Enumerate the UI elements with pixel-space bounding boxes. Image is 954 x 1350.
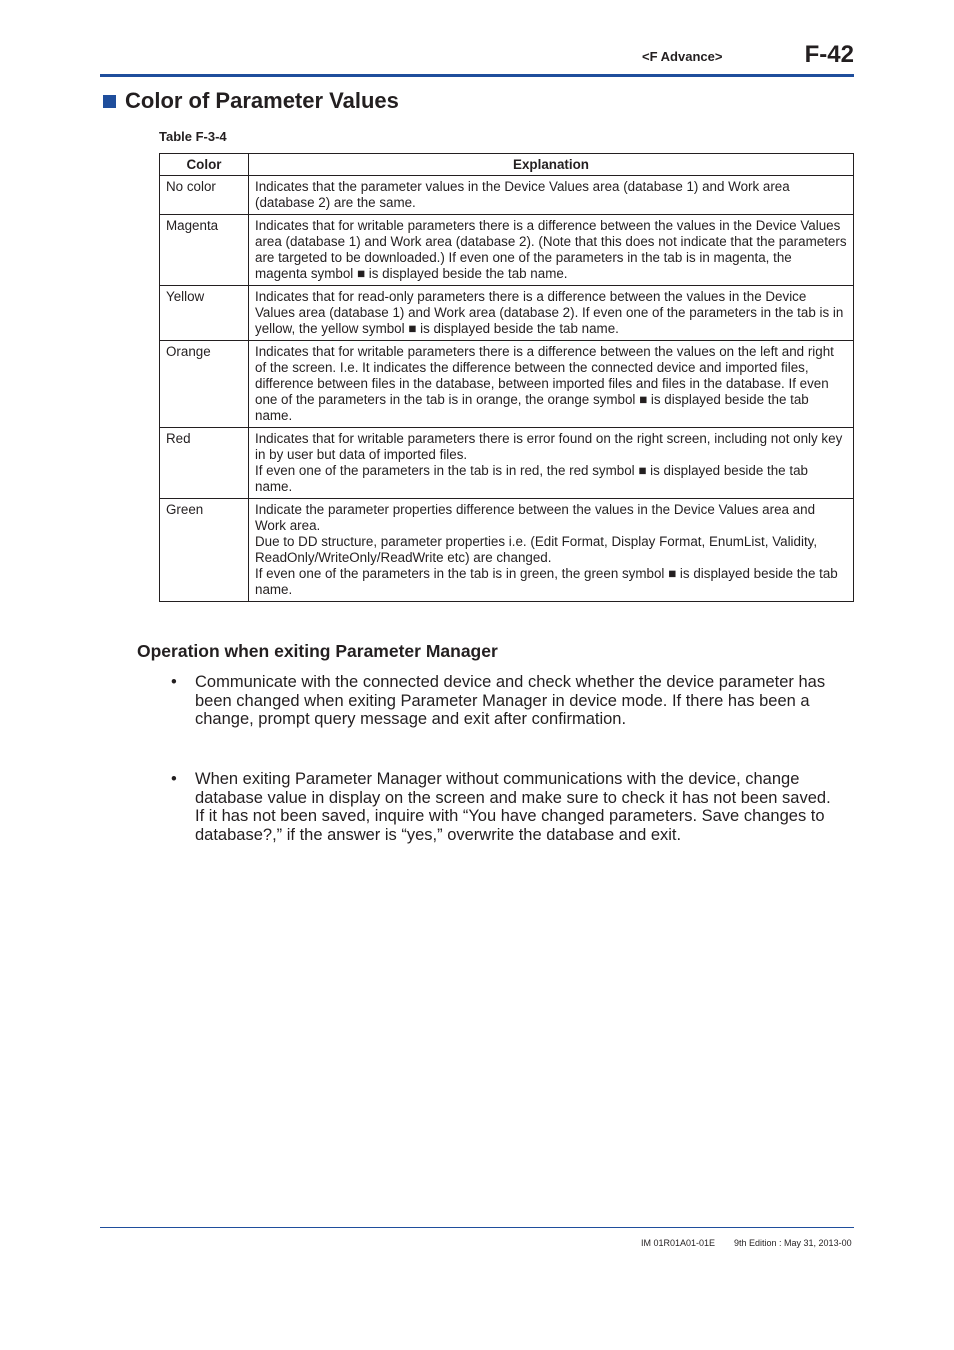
explanation-text: If even one of the parameters in the tab is in red, the red symbol ■ is displayed beside the tab name. bbox=[255, 463, 808, 494]
explanation-text: Due to DD structure, parameter properties i.e. (Edit Format, Display Format, EnumList, Validity, ReadOnly/WriteOnly/ReadWrite etc) are changed. bbox=[255, 534, 818, 565]
list-item bbox=[171, 673, 831, 729]
explanation-text: Indicates that the parameter values in the Device Values area (database 1) and Work area (database 2) are the same. bbox=[255, 179, 790, 210]
footer-divider bbox=[100, 1227, 854, 1228]
square-bullet-icon bbox=[103, 95, 116, 108]
explanation-text: Indicates that for writable parameters there is error found on the right screen, including not only key in by user but data of imported files. bbox=[255, 431, 843, 462]
header-explanation: Explanation bbox=[249, 154, 854, 176]
explanation-text: If even one of the parameters in the tab is in green, the green symbol ■ is displayed beside the tab name. bbox=[255, 566, 838, 597]
table-row bbox=[160, 499, 854, 602]
color-cell: Green bbox=[160, 499, 249, 602]
explanation-cell bbox=[249, 286, 854, 341]
header-color: Color bbox=[160, 154, 249, 176]
explanation-text: Indicates that for writable parameters there is a difference between the values on the left and right of the screen. I.e. It indicates the difference between the connected device and imported files, difference between files in the database, between imported files and files in the database. If even one of the parameters in the tab is in orange, the orange symbol ■ is displayed beside the tab name. bbox=[255, 344, 834, 423]
list-item bbox=[171, 770, 831, 844]
header-section-label: <F Advance> bbox=[642, 49, 723, 64]
list-item-text: Communicate with the connected device and check whether the device parameter has been changed when exiting Parameter Manager in device mode. If there has been a change, prompt query message and exit after confirmation. bbox=[195, 673, 826, 728]
explanation-text: Indicates that for read-only parameters there is a difference between the values in the Device Values area (database 1) and Work area (database 2). If even one of the parameters in the tab is in yellow, the yellow symbol ■ is displayed beside the tab name. bbox=[255, 289, 844, 336]
table-row bbox=[160, 215, 854, 286]
footer-doc-id: IM 01R01A01-01E bbox=[641, 1238, 716, 1248]
color-cell: Yellow bbox=[160, 286, 249, 341]
color-cell: No color bbox=[160, 176, 249, 215]
footer-edition: 9th Edition : May 31, 2013-00 bbox=[734, 1238, 852, 1248]
table-row bbox=[160, 428, 854, 499]
color-cell: Orange bbox=[160, 341, 249, 428]
header-divider bbox=[100, 74, 854, 77]
explanation-text: Indicate the parameter properties difference between the values in the Device Values area and Work area. bbox=[255, 502, 816, 533]
list-item-text: When exiting Parameter Manager without communications with the device, change database value in display on the screen and make sure to check it has not been saved. If it has not been saved, inquire with “You have changed parameters. Save changes to database?,” if the answer is “yes,” overwrite the database and exit. bbox=[195, 770, 831, 844]
section-heading bbox=[103, 88, 399, 114]
page-number: F-42 bbox=[804, 41, 854, 68]
color-table bbox=[159, 153, 854, 602]
explanation-cell bbox=[249, 499, 854, 602]
bullet-dot-icon: • bbox=[171, 673, 177, 691]
explanation-cell bbox=[249, 176, 854, 215]
explanation-cell bbox=[249, 215, 854, 286]
table-row bbox=[160, 286, 854, 341]
subsection-title: Operation when exiting Parameter Manager bbox=[137, 641, 498, 661]
color-cell: Magenta bbox=[160, 215, 249, 286]
color-cell: Red bbox=[160, 428, 249, 499]
table-header-row bbox=[160, 154, 854, 176]
section-title: Color of Parameter Values bbox=[125, 88, 399, 113]
bullet-dot-icon: • bbox=[171, 770, 177, 788]
table-caption: Table F-3-4 bbox=[159, 129, 227, 144]
explanation-cell bbox=[249, 341, 854, 428]
table-row bbox=[160, 176, 854, 215]
table-row bbox=[160, 341, 854, 428]
explanation-cell bbox=[249, 428, 854, 499]
explanation-text: Indicates that for writable parameters there is a difference between the values in the Device Values area (database 1) and Work area (database 2). (Note that this does not indicate that the parameters are targeted to be downloaded.) If even one of the parameters in the tab is in magenta, the magenta symbol ■ is displayed beside the tab name. bbox=[255, 218, 847, 281]
